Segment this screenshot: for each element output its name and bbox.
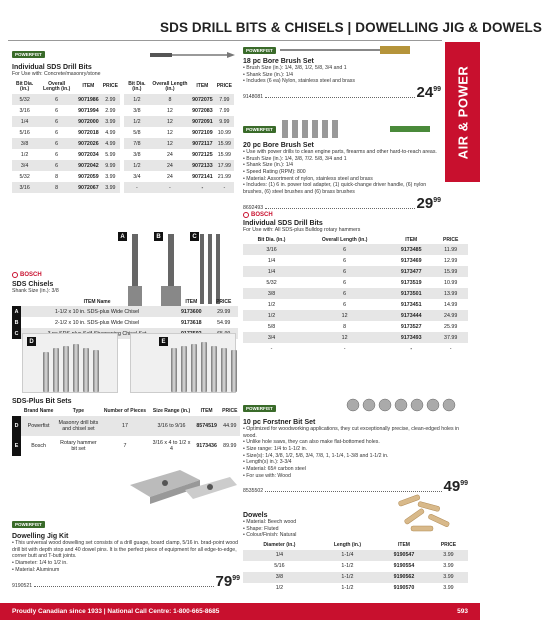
table-row xyxy=(12,171,120,182)
col-price: PRICE xyxy=(222,408,238,414)
bullet-item: • Shank Size (in.): 1/4 xyxy=(243,162,293,169)
table-cell: 9173436 xyxy=(196,442,217,449)
bullet-item: • Material: 65# carbon steel xyxy=(243,465,306,472)
table-cell: 12.99 xyxy=(444,257,458,264)
table-cell: 9072075 xyxy=(190,94,215,105)
table-cell: 1/2 xyxy=(275,585,284,592)
table-cell: 9072133 xyxy=(190,160,215,171)
bullet-item: • Material: Beech wood xyxy=(243,519,297,525)
table-cell: 2.99 xyxy=(105,107,116,114)
table-row xyxy=(124,127,234,138)
bullet-item: • Includes: (1) 6 in. power tool adapter, (1) quick-change driver handle, (6) nylon brushes, (6) steel brushes and (6) brass brushes xyxy=(243,182,427,195)
forstner-title: 10 pc Forstner Bit Set xyxy=(243,419,316,426)
powerfist-logo: POWERFIST xyxy=(243,47,276,54)
table-cell: 1/2 xyxy=(20,151,29,158)
table-cell: 9072034 xyxy=(78,151,99,158)
table-row xyxy=(243,561,468,572)
table-cell: 12 xyxy=(300,332,389,343)
table-cell: Bosch xyxy=(31,442,46,449)
forstner-section xyxy=(243,397,468,494)
table-row xyxy=(12,149,120,160)
side-tab-label: AIR & POWER xyxy=(455,65,470,159)
table-cell: 9173469 xyxy=(400,257,422,264)
table-cell: 1/4 xyxy=(12,116,37,127)
table-cell: 9173618 xyxy=(180,319,202,326)
table-cell: 3.99 xyxy=(443,563,454,570)
table-cell: 5/32 xyxy=(12,94,37,105)
sds-bits-title: Individual SDS Drill Bits xyxy=(12,64,92,71)
table-cell: 8 xyxy=(150,94,190,105)
table-cell: 12 xyxy=(150,138,190,149)
brush20-title: 20 pc Bore Brush Set xyxy=(243,142,314,149)
table-cell: 3.99 xyxy=(429,550,468,561)
table-row xyxy=(124,138,234,149)
table-cell: 1/2 xyxy=(124,160,150,171)
col-price: PRICE xyxy=(216,83,232,90)
table-cell: 9072117 xyxy=(190,138,215,149)
bosch-icon xyxy=(243,212,249,218)
bit-set-e-image xyxy=(130,333,236,393)
dowelling-jig-section xyxy=(12,513,240,589)
table-row xyxy=(243,343,468,354)
table-cell: 1/2 xyxy=(124,116,150,127)
table-cell: - xyxy=(449,345,452,352)
page-footer xyxy=(0,603,480,620)
bullet-item: • This universal wood dowelling set consists of a drill guage, board clamp, 5/16 in. brad-point wood drill bit with depth stop and 40 dowel pins. It is the perfect piece of equipment for all edge-to-edge, corner butt and T-butt joints. xyxy=(12,540,239,560)
col-item: ITEM xyxy=(82,83,95,90)
table-cell: 5/16 xyxy=(19,129,30,136)
table-cell: 6 xyxy=(37,138,76,149)
table-cell: 3.99 xyxy=(101,182,120,193)
table-row xyxy=(243,244,468,255)
table-cell: 6 xyxy=(343,279,347,286)
sds-bits-section xyxy=(12,43,234,193)
col-type: Type xyxy=(72,408,85,414)
table-cell: 2.99 xyxy=(101,94,120,105)
table-cell: 8 xyxy=(343,323,347,330)
bullet-item: • Material: Assortment of nylon, stainless steel and brass xyxy=(243,175,373,182)
table-cell: 9190547 xyxy=(379,550,429,561)
table-cell: 4.99 xyxy=(101,138,120,149)
table-cell: 9190570 xyxy=(393,585,415,592)
table-cell: 54.99 xyxy=(217,319,231,326)
table-row xyxy=(243,332,468,343)
table-cell: 1/4 xyxy=(267,257,276,264)
col-diameter: Diameter (in.) xyxy=(263,541,296,548)
table-row xyxy=(243,288,468,299)
bullet-item: • Unlike hole saws, they can also make flat-bottomed holes. xyxy=(243,439,380,446)
table-row xyxy=(124,182,234,193)
col-pieces: Number of Pieces xyxy=(103,408,147,414)
table-cell: 6 xyxy=(300,244,389,255)
sds-plus-sets-section xyxy=(12,398,240,456)
table-cell: 9072018 xyxy=(78,129,99,136)
bosch-sds-subtitle: For Use with: All SDS-plus Bulldog rotary hammers xyxy=(243,227,361,233)
bullet-item: • Includes (6 ea) Nylon, stainless steel and brass xyxy=(243,78,355,85)
sds-bits-table-right xyxy=(124,81,234,194)
table-cell: 5/32 xyxy=(266,279,277,286)
table-cell: 7.99 xyxy=(219,107,230,114)
table-cell: 9072125 xyxy=(192,151,213,158)
bullet-item: • Shape: Fluted xyxy=(243,525,279,532)
table-cell: - xyxy=(190,182,215,193)
table-cell: 5.99 xyxy=(105,151,116,158)
bullet-item: • Diameter: 1/4 to 1/2 in. xyxy=(12,559,68,566)
table-cell: 9173444 xyxy=(389,310,433,321)
table-cell: 3/16 xyxy=(243,244,300,255)
jig-title: Dowelling Jig Kit xyxy=(12,533,69,540)
table-row xyxy=(124,94,234,105)
table-cell: 37.99 xyxy=(433,332,468,343)
brush20-sku: 8692493 xyxy=(243,204,264,211)
table-cell: 6 xyxy=(37,94,76,105)
table-cell: 3/16 xyxy=(19,107,30,114)
table-cell: 5/8 xyxy=(133,129,141,136)
col-price: PRICE xyxy=(443,236,459,243)
jig-price: $79^{99}$ xyxy=(215,573,240,591)
page-title: SDS DRILL BITS & CHISELS | DOWELLING JIG & DOWELS xyxy=(160,20,542,35)
bullet-item: • Length(s) in.): 3-3/4 xyxy=(243,459,292,466)
table-cell: 9173493 xyxy=(389,332,433,343)
table-row xyxy=(12,116,120,127)
table-cell: 13.99 xyxy=(433,288,468,299)
bit-set-d-image xyxy=(22,333,118,393)
table-cell: 15.99 xyxy=(215,138,234,149)
col-item-name: ITEM Name xyxy=(83,298,111,305)
table-cell: 3/8 xyxy=(243,288,300,299)
table-cell: Masonry drill bits and chisel set xyxy=(56,416,100,436)
image-letter-e: E xyxy=(159,337,168,346)
table-cell: 9.99 xyxy=(101,160,120,171)
bullet-item: • Size(s): 1/4, 3/8, 1/2, 5/8, 3/4, 7/8, 1, 1-1/4, 1-3/8 and 1-1/2 in. xyxy=(243,452,389,459)
table-row xyxy=(12,138,120,149)
table-cell: 9190554 xyxy=(393,563,415,570)
table-cell: 8574519 xyxy=(194,416,220,436)
table-cell: 3/4 xyxy=(12,160,37,171)
sds-plus-sets-title: SDS-Plus Bit Sets xyxy=(12,398,72,405)
col-size-range: Size Range (in.) xyxy=(152,408,191,414)
powerfist-logo: POWERFIST xyxy=(243,405,276,412)
table-cell: 1/4 xyxy=(243,550,316,561)
table-cell: 3.99 xyxy=(105,173,116,180)
table-cell: - xyxy=(410,345,413,352)
table-cell: 17 xyxy=(101,416,150,436)
table-row xyxy=(243,572,468,583)
col-overall-length: Overall Length (in.) xyxy=(321,236,368,243)
table-cell: 9072141 xyxy=(192,173,213,180)
table-cell: 9173501 xyxy=(389,288,433,299)
table-cell: 6 xyxy=(300,266,389,277)
table-row xyxy=(12,416,240,436)
table-cell: - xyxy=(270,345,273,352)
page-number: 593 xyxy=(457,608,468,615)
table-cell: 9072067 xyxy=(76,182,101,193)
table-cell: 3/16 x 4 to 1/2 x 4 xyxy=(152,439,191,452)
sds-bits-table-left xyxy=(12,81,120,194)
bullet-item: • Brush Size (in.): 1/4, 3/8, 1/2, 5/8, 3/4 and 1 xyxy=(243,65,347,71)
table-cell: 8 xyxy=(37,182,76,193)
table-row xyxy=(12,105,120,116)
forstner-price: $49^{99}$ xyxy=(443,478,468,496)
table-cell: 21.99 xyxy=(217,173,231,180)
table-cell: 10.99 xyxy=(444,279,458,286)
forstner-image xyxy=(343,397,468,413)
col-item: ITEM xyxy=(405,236,418,243)
table-row xyxy=(243,321,468,332)
col-item: ITEM xyxy=(196,83,209,90)
table-cell: 1-1/2 xyxy=(341,563,354,570)
table-cell: 3.99 xyxy=(443,585,454,592)
table-cell: - xyxy=(215,182,234,193)
table-row xyxy=(124,171,234,182)
table-cell: 6 xyxy=(343,301,347,308)
table-cell: - xyxy=(343,345,346,352)
bosch-sds-table xyxy=(243,237,468,355)
table-cell: 25.99 xyxy=(444,323,458,330)
sds-bits-subtitle: For Use with: Concrete/masonry/stone xyxy=(12,71,101,77)
table-row xyxy=(243,550,468,561)
col-bit-dia: Bit Dia. (in.) xyxy=(16,80,34,93)
table-cell: 9072109 xyxy=(192,129,213,136)
col-bit-dia: Bit Dia. (in.) xyxy=(128,80,146,93)
brush18-title: 18 pc Bore Brush Set xyxy=(243,58,314,65)
dowels-table xyxy=(243,542,468,594)
table-row xyxy=(124,105,234,116)
table-cell: 9173485 xyxy=(389,244,433,255)
table-row xyxy=(12,94,120,105)
table-cell: 44.99 xyxy=(220,416,240,436)
table-cell: 1-1/2 xyxy=(341,585,354,592)
table-cell: Powerfist xyxy=(21,416,56,436)
col-item: ITEM xyxy=(398,541,410,548)
table-cell: - xyxy=(124,182,150,193)
table-cell: 9072026 xyxy=(76,138,101,149)
brush-set-image xyxy=(280,118,440,140)
header-divider xyxy=(8,40,442,41)
table-cell: 3/16 to 9/16 xyxy=(149,416,193,436)
jig-sku: 9190521 xyxy=(12,583,33,590)
table-cell: 9173477 xyxy=(389,266,433,277)
table-cell: D xyxy=(12,416,21,436)
image-letter-b: B xyxy=(154,232,163,241)
table-row xyxy=(243,310,468,321)
dowels-section xyxy=(243,512,468,594)
col-overall-length: Overall Length (in.) xyxy=(152,80,188,93)
bullet-item: • Use with power drills to clean engine parts, firearms and other hard-to-reach areas. xyxy=(243,149,437,155)
footer-text: Proudly Canadian since 1933 | National Call Centre: 1-800-665-8685 xyxy=(12,608,220,615)
table-row xyxy=(12,182,120,193)
table-cell: 7 xyxy=(123,442,127,449)
table-cell: 1/2 xyxy=(267,301,276,308)
table-cell: 7.99 xyxy=(215,94,234,105)
table-cell: 14.99 xyxy=(444,301,458,308)
table-cell: 3/4 xyxy=(243,332,300,343)
table-row xyxy=(12,317,238,328)
bosch-icon xyxy=(12,272,18,278)
bullet-item: • Shank Size (in.): 1/4 xyxy=(243,71,293,78)
forstner-sku: 8535502 xyxy=(243,488,264,495)
dowelling-jig-image xyxy=(125,465,240,510)
bore-brush-20-section xyxy=(243,118,441,211)
jig-bullets xyxy=(12,540,240,573)
table-cell: 24.99 xyxy=(433,310,468,321)
table-row xyxy=(12,436,240,456)
col-length: Length (in.) xyxy=(333,541,362,548)
table-cell: 1-1/4 xyxy=(316,550,379,561)
table-cell: 3/16 xyxy=(12,182,37,193)
sds-chisels-section xyxy=(12,272,238,339)
table-cell: 24 xyxy=(150,160,190,171)
table-cell: 5/16 xyxy=(274,563,285,570)
col-price: PRICE xyxy=(102,83,118,90)
table-cell: 2-1/2 x 10 in. SDS-plus Wide Chisel xyxy=(54,319,140,326)
bosch-sds-title: Individual SDS Drill Bits xyxy=(243,220,323,227)
col-price: PRICE xyxy=(440,541,457,548)
table-cell: 3/8 xyxy=(12,138,37,149)
table-cell: 8 xyxy=(55,173,59,180)
table-cell: 6 xyxy=(37,160,76,171)
table-cell: 3/4 xyxy=(133,173,141,180)
table-cell: 9072042 xyxy=(76,160,101,171)
bullet-item: • Speed Rating (RPM): 800 xyxy=(243,168,306,175)
dowels-title: Dowels xyxy=(243,512,268,519)
image-letter-d: D xyxy=(27,337,36,346)
bullet-item: • Material: Aluminum xyxy=(12,566,60,573)
powerfist-logo: POWERFIST xyxy=(12,51,45,58)
table-cell: 9072000 xyxy=(76,116,101,127)
table-cell: 29.99 xyxy=(209,306,238,317)
col-price: PRICE xyxy=(216,298,232,305)
table-row xyxy=(124,160,234,171)
table-cell: 6 xyxy=(55,151,59,158)
brush18-price: $24^{99}$ xyxy=(416,83,441,101)
col-item: ITEM xyxy=(185,298,198,305)
bullet-item: • For use with: Wood xyxy=(243,472,291,479)
table-cell: 6 xyxy=(55,107,59,114)
table-cell: Rotary hammer bit set xyxy=(60,439,97,452)
table-cell: 10.99 xyxy=(217,129,231,136)
table-cell: 9190562 xyxy=(379,572,429,583)
sds-plus-sets-table xyxy=(12,408,240,456)
bosch-logo: BOSCH xyxy=(243,212,468,218)
table-cell: 9071994 xyxy=(78,107,99,114)
dowels-image xyxy=(393,492,463,540)
table-cell: 1-1/2 xyxy=(316,572,379,583)
table-cell: 12 xyxy=(300,310,389,321)
table-cell: 24 xyxy=(166,173,173,180)
table-cell: 9071986 xyxy=(76,94,101,105)
table-cell: 15.99 xyxy=(217,151,231,158)
table-cell: 1-1/2 x 10 in. SDS-plus Wide Chisel xyxy=(21,306,173,317)
table-cell: 9173451 xyxy=(400,301,422,308)
col-brand: Brand Name xyxy=(23,408,54,414)
table-cell: 1/2 xyxy=(124,94,150,105)
bullet-item: • Optimized for woodworking applications, they cut exceptionally precise, clean-edged holes in wood. xyxy=(243,426,460,439)
table-cell: 3.99 xyxy=(101,116,120,127)
sds-bit-image xyxy=(150,46,235,54)
table-row xyxy=(243,255,468,266)
table-cell: - xyxy=(150,182,190,193)
bosch-logo: BOSCH xyxy=(12,272,238,278)
table-cell: 4.99 xyxy=(105,129,116,136)
table-cell: 9.99 xyxy=(215,116,234,127)
brush18-sku: 9148081 xyxy=(243,93,264,100)
table-cell: C xyxy=(12,328,21,339)
powerfist-logo: POWERFIST xyxy=(12,521,45,528)
category-side-tab[interactable] xyxy=(445,42,480,182)
table-row xyxy=(124,116,234,127)
table-cell: E xyxy=(12,436,21,456)
bullet-item: • Colour/Finish: Natural xyxy=(243,532,297,539)
table-cell: 1/4 xyxy=(243,266,300,277)
brush20-price: $29^{99}$ xyxy=(416,194,441,212)
table-row xyxy=(124,149,234,160)
table-cell: 89.99 xyxy=(223,442,237,449)
image-letter-a: A xyxy=(118,232,127,241)
table-cell: 3/8 xyxy=(133,151,141,158)
table-row xyxy=(12,306,238,317)
table-cell: 3.99 xyxy=(429,572,468,583)
table-cell: 6 xyxy=(37,116,76,127)
bullet-item: • Brush Size (in.): 1/4, 3/8, 7/2. 5/8, 3/4 and 1 xyxy=(243,155,347,162)
table-cell: 6 xyxy=(55,129,59,136)
table-row xyxy=(243,266,468,277)
table-cell: 11.99 xyxy=(433,244,468,255)
table-cell: 12 xyxy=(166,129,173,136)
table-cell: 3/8 xyxy=(243,572,316,583)
table-cell: 12 xyxy=(150,116,190,127)
col-overall-length: Overall Length (in.) xyxy=(43,80,71,93)
table-cell: 3/8 xyxy=(133,107,141,114)
table-cell: 9173600 xyxy=(173,306,209,317)
table-cell: 9173519 xyxy=(400,279,422,286)
table-cell: 24 xyxy=(166,151,173,158)
powerfist-logo: POWERFIST xyxy=(243,126,276,133)
col-item: ITEM xyxy=(200,408,213,414)
table-cell: 9072059 xyxy=(78,173,99,180)
table-row xyxy=(12,127,120,138)
table-cell: 5/32 xyxy=(19,173,30,180)
bullet-item: • Size range: 1/4 to 1-1/2 in. xyxy=(243,445,308,452)
table-cell: 5/8 xyxy=(267,323,276,330)
table-cell: 6 xyxy=(300,288,389,299)
table-row xyxy=(243,299,468,310)
table-cell: 17.99 xyxy=(215,160,234,171)
table-cell: 9173527 xyxy=(400,323,422,330)
table-cell: 7/8 xyxy=(124,138,150,149)
table-cell: 1/2 xyxy=(243,310,300,321)
table-cell: B xyxy=(12,317,21,328)
bore-brush-18-section xyxy=(243,44,441,100)
table-cell: 15.99 xyxy=(433,266,468,277)
col-bit-dia: Bit Dia. (in.) xyxy=(257,236,286,243)
table-cell: 6 xyxy=(343,257,347,264)
table-cell: 9072091 xyxy=(190,116,215,127)
image-letter-c: C xyxy=(190,232,199,241)
chisels-title: SDS Chisels xyxy=(12,281,54,288)
table-cell: 9072083 xyxy=(192,107,213,114)
bosch-sds-bits-section xyxy=(243,212,468,354)
table-cell: 12 xyxy=(166,107,173,114)
table-row xyxy=(243,583,468,594)
table-row xyxy=(243,277,468,288)
chisels-subtitle: Shank Size (in.): 3/8 xyxy=(12,288,59,294)
table-cell: A xyxy=(12,306,21,317)
brush-image xyxy=(280,44,420,56)
table-row xyxy=(12,160,120,171)
